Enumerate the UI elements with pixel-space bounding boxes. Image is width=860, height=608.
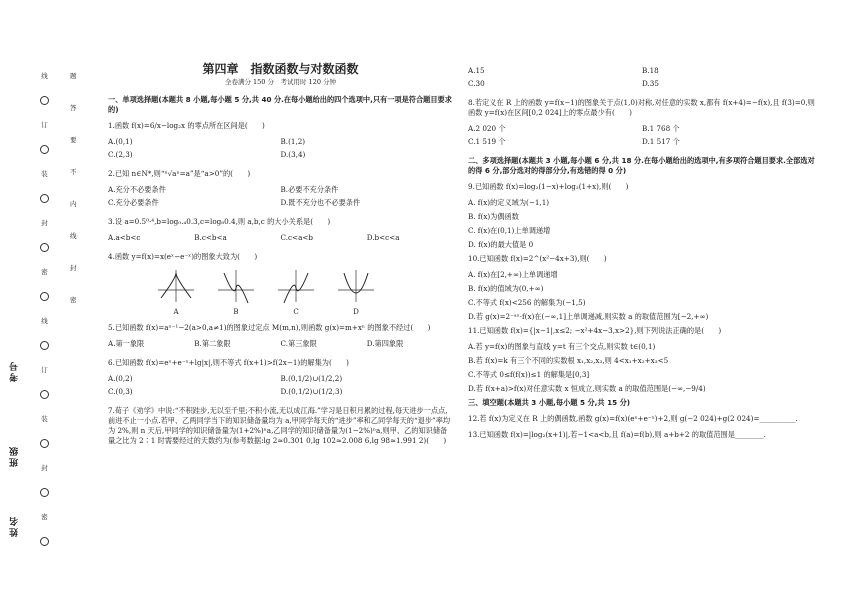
option-line: C.不等式 0≤f(f(x))≤1 的解集是[0,3] [468,370,590,379]
option-line: D. f(x)的最大值是 0 [468,240,534,249]
option: B.18 [642,66,659,75]
option: A.a<b<c [108,233,141,242]
option: D.既不充分也不必要条件 [280,198,361,207]
options-row [468,124,816,150]
binding-char: 要 [70,136,77,144]
binding-hole-icon [40,341,49,350]
option: A.(0,2) [108,374,133,383]
binding-char: 不 [70,168,77,176]
option: B.c<b<a [194,233,227,242]
field-exam-no-label: 考号 [10,360,20,382]
option: A.2 020 个 [468,124,506,133]
binding-char: 订 [41,121,48,129]
section-heading: 二、多项选择题(本题共 3 小题,每小题 6 分,共 18 分.在每小题给出的选项中,有多项符合题目要求.全部选对的得 6 分,部分选对的得部分分,有选错的得 0 分) [468,156,815,175]
field-name-label: 姓名 [10,515,20,537]
option: C.c<a<b [280,233,313,242]
graph-axes [218,270,254,302]
binding-hole-icon [40,390,49,399]
question-stem: 1.函数 f(x)=6/x−log₂x 的零点所在区间是( ) [108,121,265,130]
left-column [108,64,453,452]
option: D.35 [642,79,659,88]
binding-char: 密 [70,296,77,304]
option: C.30 [468,79,485,88]
question-stem: 13.已知函数 f(x)=|log₂(x+1)|,若−1<a<b,且 f(a)=f(b),则 a+b+2 的取值范围是________. [468,430,766,439]
options-row [108,185,453,211]
options-row [468,66,816,92]
option-line: B. f(x)为偶函数 [468,212,519,221]
graph-plot [276,268,316,304]
binding-hole-icon [40,292,49,301]
option: B.必要不充分条件 [280,185,339,194]
binding-char: 线 [41,72,48,80]
option: A.(0,1) [108,137,133,146]
binding-char: 密 [41,513,48,521]
option-line: B.若 f(x)=k 有三个不同的实数根 x₁,x₂,x₃,则 4<x₁+x₂+x₃<5 [468,356,669,365]
option: C.第三象限 [280,339,317,348]
options-row [108,374,453,400]
binding-char: 封 [41,464,48,472]
option: A.充分不必要条件 [108,185,166,194]
answer-graphs [156,268,453,317]
binding-hole-icon [40,488,49,497]
question-stem: 2.已知 n∈N*,则“ⁿ√aⁿ=a”是“a>0”的( ) [108,169,251,178]
option: D.第四象限 [366,339,404,348]
graph-plot [156,268,196,304]
option: D.(3,4) [280,150,306,159]
graph-label: B [233,308,239,316]
option: C.1 519 个 [468,137,506,146]
binding-hole-icon [40,194,49,203]
option: A.第一象限 [108,339,145,348]
option-line: A. f(x)的定义域为(−1,1) [468,198,550,207]
graph-label: C [293,308,299,316]
option-line: D.若 g(x)=2⁻ᵃˣ·f(x)在(−∞,1]上单调递减,则实数 a 的取值范围为[−2,+∞) [468,312,709,321]
question-stem: 9.已知函数 f(x)=log₂(1−x)+log₂(1+x),则( ) [468,182,629,191]
binding-hole-icon [40,439,49,448]
graph-plot [216,268,256,304]
option: A.15 [468,66,485,75]
options-row [108,339,453,352]
option: C.充分必要条件 [108,198,159,207]
option: D.(0,1/2)∪(1/2,3) [280,387,343,396]
question-stem: 4.函数 y=f(x)=x(eˣ−e⁻ˣ)的图象大致为( ) [108,252,258,261]
binding-hole-icon [40,145,49,154]
graph-label: A [173,308,179,316]
binding-char: 题 [70,72,77,80]
binding-hole-icon [40,243,49,252]
binding-char: 装 [41,170,48,178]
option: D.b<c<a [366,233,400,242]
binding-margin [0,0,98,608]
binding-hole-icon [40,96,49,105]
binding-char: 封 [70,264,77,272]
question-stem: 6.已知函数 f(x)=eˣ+e⁻ˣ+lg|x|,则不等式 f(x+1)>f(2x−1)的解集为( ) [108,358,349,367]
option: B.第二象限 [194,339,231,348]
binding-char: 密 [41,268,48,276]
binding-char: 装 [41,415,48,423]
option-line: C. f(x)在(0,1)上单调递增 [468,226,551,235]
binding-char: 线 [70,232,77,240]
question-stem: 12.若 f(x)为定义在 R 上的偶函数,函数 g(x)=f(x)(eˣ+e⁻ˣ)+2,则 g(−2 024)+g(2 024)=__________. [468,414,798,423]
binding-char: 封 [41,219,48,227]
option: C.(0,3) [108,387,133,396]
page-title: 第四章 指数函数与对数函数 [202,62,359,76]
graph-label: D [353,308,359,316]
option: B.(1,2) [280,137,306,146]
question-stem: 10.已知函数 f(x)=2^(x²−4x+3),则( ) [468,254,607,263]
option-line: C.不等式 f(x)<256 的解集为(−1,5) [468,298,586,307]
binding-char: 订 [41,366,48,374]
option-line: A. f(x)在[2,+∞)上单调递增 [468,270,558,279]
option: D.1 517 个 [642,137,680,146]
graph-option [156,268,196,317]
option: C.(2,3) [108,150,133,159]
option-line: D.若 f(x+a)>f(x)对任意实数 x 恒成立,则实数 a 的取值范围是(−∞,−9/4) [468,384,706,393]
option-line: A.若 y=f(x)的图象与直线 y=t 有三个交点,则实数 t∈(0,1) [468,342,656,351]
options-row [108,233,453,246]
page-subtitle: 全卷满分 150 分 考试用时 120 分钟 [224,78,337,86]
graph-option [216,268,256,317]
option-line: B. f(x)的值域为(0,+∞) [468,284,544,293]
right-column [468,66,816,446]
graph-plot [336,268,376,304]
graph-option [336,268,376,317]
section-heading: 一、单项选择题(本题共 8 小题,每小题 5 分,共 40 分.在每小题给出的四个选项中,只有一项是符合题目要求的) [108,95,452,114]
question-stem: 5.已知函数 f(x)=aˣ⁻¹−2(a>0,a≠1)的图象过定点 M(m,n),则函数 g(x)=m+xⁿ 的图象不经过( ) [108,323,431,332]
binding-char: 答 [70,104,77,112]
field-class-label: 班级 [10,445,20,467]
question-stem: 11.已知函数 f(x)={|x−1|,x≤2; −x²+4x−3,x>2},则下列说法正确的是( ) [468,326,722,335]
binding-char: 内 [70,200,77,208]
question-stem: 8.若定义在 R 上的函数 y=f(x−1)的图象关于点(1,0)对称,对任意的实数 x,都有 f(x+4)=−f(x),且 f(3)=0,则函数 y=f(x)在区间[0,2 024]上的零点最少有( ) [468,98,815,117]
option: B.1 768 个 [642,124,680,133]
question-stem: 7.荀子《劝学》中说:“不积跬步,无以至千里;不积小流,无以成江海.”学习是日积月累的过程,每天进步一点点,前进不止一小点.若甲、乙两同学当下的知识储备量均为 a,甲同学每天的“进步”率和乙同学每天的“退步”率均为 2%,则 n 天后,甲同学的知识储备量为(1+2%)ⁿa,乙同学的知识储备量为(1−2%)ⁿa,则甲、乙的知识储备量之比为 2∶1 时需要经过的天数约为(参考数据:lg 2≈0.301 0,lg 102≈2.008 6,lg 98≈1.991 2)( ) [108,406,451,445]
question-stem: 3.设 a=0.5⁰·⁴,b=log₀.₄0.3,c=log₈0.4,则 a,b,c 的大小关系是( ) [108,217,331,226]
option: B.(0,1/2)∪(1/2,2) [280,374,343,383]
graph-option [276,268,316,317]
section-heading: 三、填空题(本题共 3 小题,每小题 5 分,共 15 分) [468,398,631,407]
binding-char: 线 [41,317,48,325]
options-row [108,137,453,163]
binding-hole-icon [40,537,49,546]
graph-axes [338,270,374,302]
graph-axes [278,270,314,302]
